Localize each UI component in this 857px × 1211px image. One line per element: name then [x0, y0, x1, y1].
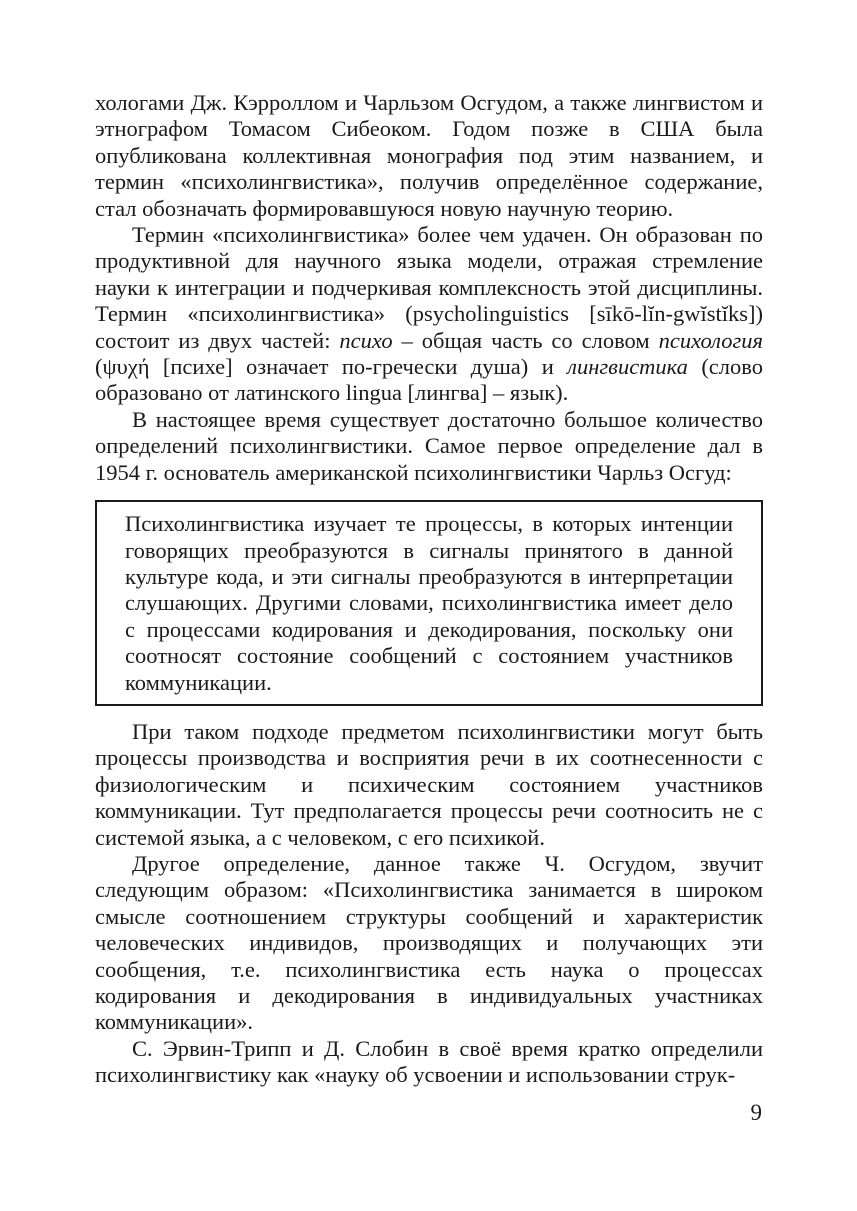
paragraph-5: Другое определение, данное также Ч. Осгудом, звучит следующим образом: «Психолингвистика занимается в широком смысле соотношением структуры сообщений и характеристик человеческих индивидов, производящих и получающих эти сообщения, т.е. психолингвистика есть наука о процессах кодирования и декодирования в индивидуальных участниках коммуникации». [95, 850, 763, 1035]
paragraph-2-part-a: Термин «психолингвистика» более чем удачен. Он образован по продуктивной для научного языка модели, отражая стремление науки к интеграции и подчеркивая комплексность этой дисциплины. Термин «психолингвистика» (psycholinguistics [sīkō-lĭn-gwĭstĭks]) состоит из двух частей: [95, 222, 763, 353]
term-psychology: психология [658, 327, 764, 353]
paragraph-2-part-e: (ψυχή [психе] означает по-гречески душа) и [95, 354, 568, 380]
paragraph-2-part-c: – общая часть со словом [392, 327, 659, 353]
definition-box [95, 500, 763, 706]
paragraph-1: хологами Дж. Кэрроллом и Чарльзом Осгудом, а также лингвистом и этнографом Томасом Сибеоком. Годом позже в США была опубликована коллективная монография под этим названием, и термин «психолингвистика», получив определённое содержание, стал обозначать формировавшуюся новую научную теорию. [95, 90, 763, 221]
paragraph-2-part-g: (слово образовано от латинского lingua [лингва] – язык). [95, 354, 763, 406]
term-linguistics: лингвистика [567, 354, 688, 380]
paragraph-3: В настоящее время существует достаточно большое количество определений психолингвистики. Самое первое определение дал в 1954 г. основатель американской психолингвистики Чарльз Осгуд: [95, 406, 763, 485]
paragraph-6: С. Эрвин-Трипп и Д. Слобин в своё время кратко определили психолингвистику как «науку об усвоении и использовании струк- [95, 1035, 763, 1088]
page-number: 9 [750, 1100, 762, 1125]
page-body [95, 90, 763, 1089]
paragraph-2 [95, 222, 763, 407]
paragraph-4: При таком подходе предметом психолингвистики могут быть процессы производства и восприятия речи в их соотнесенности с физиологическим и психическим состоянием участников коммуникации. Тут предполагается процессы речи соотносить не с системой языка, а с человеком, с его психикой. [95, 718, 763, 850]
definition-text: Психолингвистика изучает те процессы, в которых интенции говорящих преобразуются в сигналы принятого в данной культуре кода, и эти сигналы преобразуются в интерпретации слушающих. Другими словами, психолингвистика имеет дело с процессами кодирования и декодирования, поскольку они соотносят состояние сообщений с состоянием участников коммуникации. [125, 511, 733, 695]
term-psycho: психо [339, 327, 393, 353]
